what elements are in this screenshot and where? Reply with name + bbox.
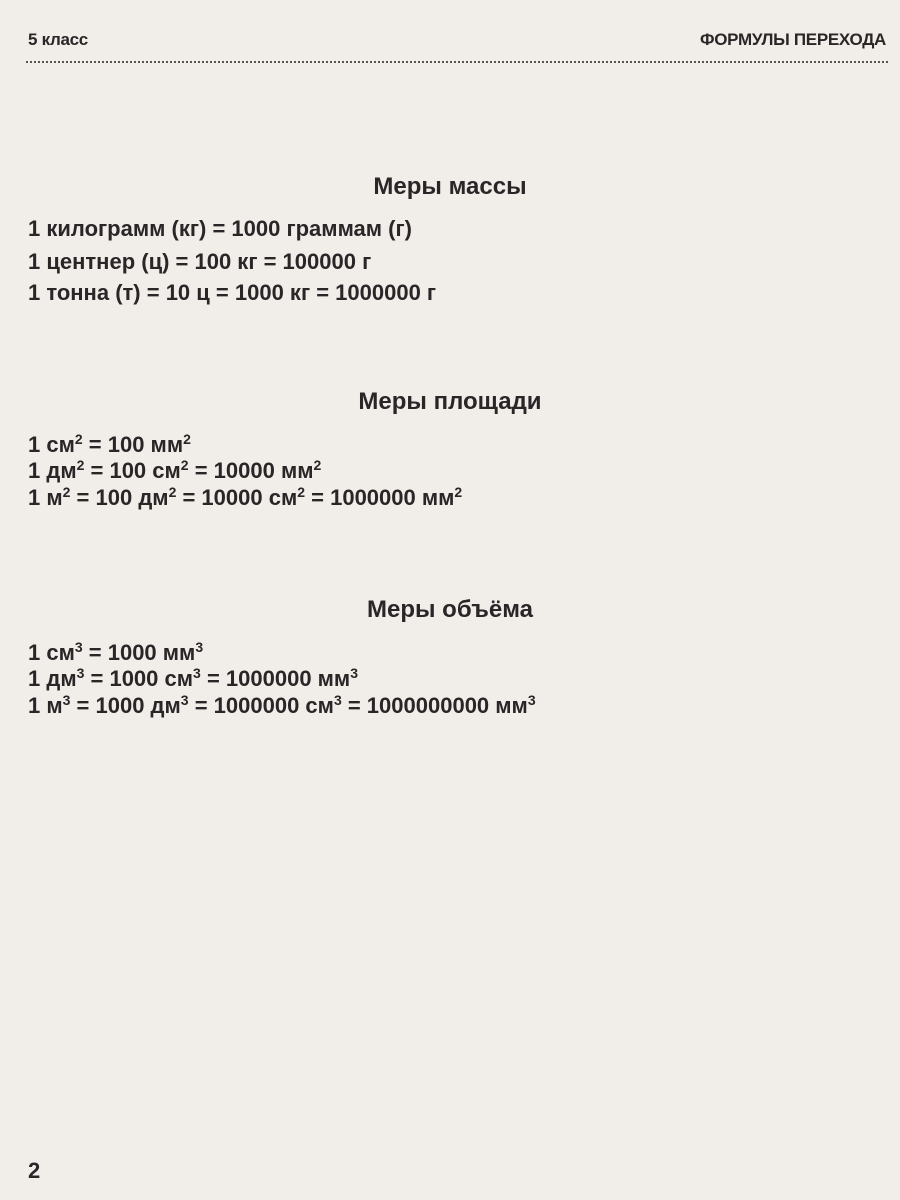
mass-line: 1 килограмм (кг) = 1000 граммам (г) bbox=[28, 216, 412, 241]
volume-title: Меры объёма bbox=[367, 596, 533, 623]
mass-title: Меры массы bbox=[373, 173, 527, 200]
volume-line: 1 $см^3 = 1000$ $мм^3$ bbox=[28, 639, 204, 665]
volume-line: 1 $м^3 = 1000$ $дм^3 = 1000000$ $см^3 = 1000000000$ $мм^3$ bbox=[28, 692, 536, 718]
section-heading: ФОРМУЛЫ ПЕРЕХОДА bbox=[700, 30, 886, 49]
volume-line: 1 $дм^3 = 1000$ $см^3 = 1000000$ $мм^3$ bbox=[28, 665, 359, 691]
page-number: 2 bbox=[28, 1158, 41, 1183]
area-line: 1 $дм^2 = 100$ $см^2 = 10000$ $мм^2$ bbox=[28, 457, 322, 483]
area-line: 1 $м^2 = 100$ $дм^2 = 10000$ $см^2 = 1000000$ $мм^2$ bbox=[28, 484, 463, 510]
mass-line: 1 центнер (ц) = 100 кг = 100000 г bbox=[28, 249, 372, 274]
grade-label: 5 класс bbox=[28, 30, 88, 49]
area-line: 1 $см^2 = 100$ $мм^2$ bbox=[28, 431, 191, 457]
header-divider bbox=[26, 61, 888, 63]
area-title: Меры площади bbox=[358, 388, 542, 415]
mass-line: 1 тонна (т) = 10 ц = 1000 кг = 1000000 г bbox=[28, 280, 437, 305]
